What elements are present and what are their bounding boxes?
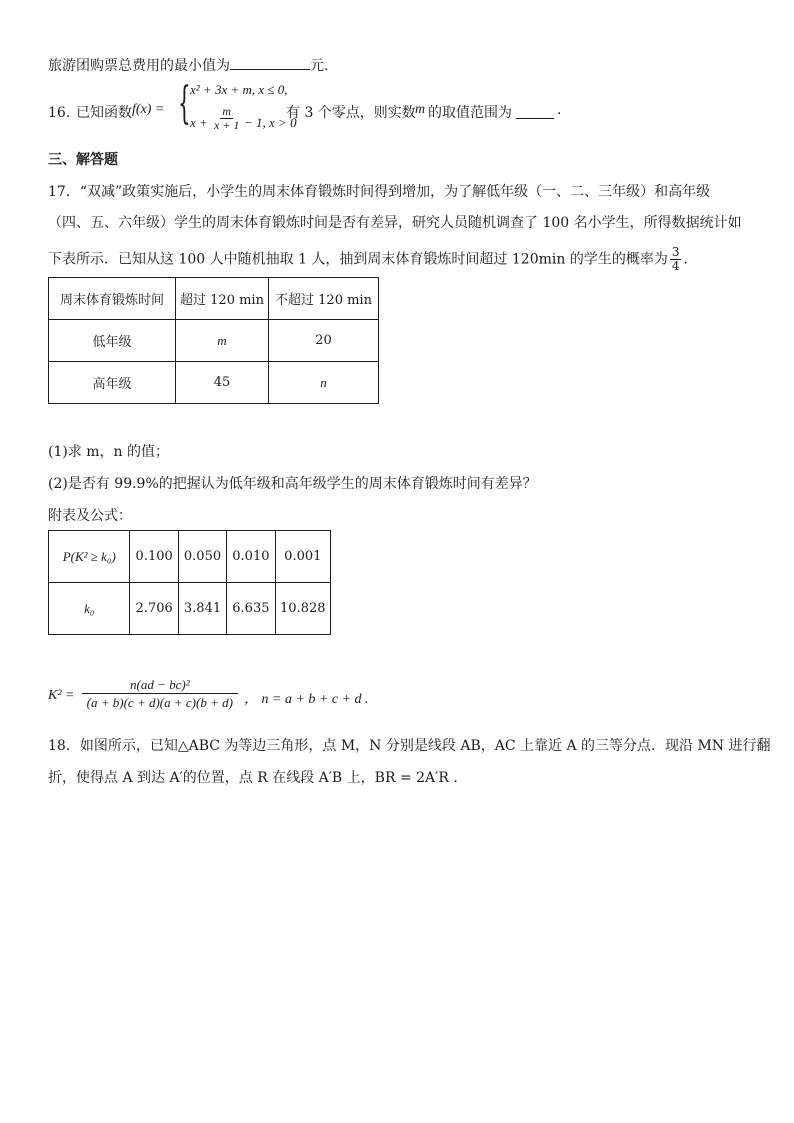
table-cell: 0.010 <box>227 531 275 583</box>
prev-question-text: 旅游团购票总费用的最小值为 <box>48 58 230 74</box>
table-cell: k₀ <box>49 583 130 635</box>
formula-den: (a + b)(c + d)(a + c)(b + d) <box>86 695 233 710</box>
table-row <box>49 583 331 635</box>
answer-blank <box>230 55 310 70</box>
piecewise-brace: { <box>178 78 191 129</box>
table-cell: 3.841 <box>178 583 226 635</box>
prob-den: 4 <box>671 259 680 273</box>
table-row <box>49 531 331 583</box>
table-cell: 0.001 <box>275 531 330 583</box>
q17-line1: 17．“双减”政策实施后，小学生的周末体育锻炼时间得到增加，为了解低年级（一、二、三年级）和高年级 <box>48 184 711 200</box>
table-cell: n <box>269 362 379 404</box>
q18-line1: 18．如图所示，已知△ABC 为等边三角形，点 M，N 分别是线段 AB，AC 上靠近 A 的三等分点．现沿 MN 进行翻 <box>48 738 771 754</box>
formula-fraction <box>80 676 240 711</box>
appendix-label: 附表及公式： <box>48 508 132 524</box>
q18-line2: 折，使得点 A 到达 A′的位置，点 R 在线段 A′B 上，BR = 2A′R . <box>48 770 458 786</box>
table-cell: 0.050 <box>178 531 226 583</box>
answer-blank <box>516 104 554 119</box>
table-cell: 2.706 <box>130 583 178 635</box>
table-header: 超过 120 min <box>176 278 269 320</box>
q16-text-end: 的取值范围为 <box>428 105 512 121</box>
q16-prefix: 已知函数 <box>76 105 132 121</box>
table-cell: P(K² ≥ k₀) <box>49 531 130 583</box>
formula-rest: ， n = a + b + c + d . <box>244 692 369 707</box>
q16-number: 16． <box>48 105 80 121</box>
prob-num: 3 <box>671 245 680 259</box>
table-cell: 低年级 <box>49 320 176 362</box>
table-cell: 高年级 <box>49 362 176 404</box>
table-cell: 20 <box>269 320 379 362</box>
q16-case1: x² + 3x + m, x ≤ 0, <box>190 82 288 97</box>
section-header: 三、解答题 <box>48 152 118 168</box>
table-header-row <box>49 278 379 320</box>
prob-period: . <box>683 251 688 268</box>
survey-table <box>48 277 379 404</box>
q16-case2-a: x + <box>190 115 208 130</box>
table-row <box>49 320 379 362</box>
formula-num: n(ad − bc)² <box>82 676 238 694</box>
q16-text-mid: 有 3 个零点，则实数 <box>286 105 416 121</box>
table-cell: 6.635 <box>227 583 275 635</box>
q17-line3-text: 下表所示．已知从这 100 人中随机抽取 1 人，抽到周末体育锻炼时间超过 120min 的学生的概率为 <box>48 251 668 268</box>
q16-case2-frac <box>210 105 243 132</box>
table-header: 不超过 120 min <box>269 278 379 320</box>
q16-case2-b: − 1, x > 0 <box>244 115 297 130</box>
q16-period: . <box>557 102 562 118</box>
q16-var-m: m <box>415 102 426 117</box>
q17-line3 <box>48 246 688 273</box>
critical-value-table <box>48 530 331 635</box>
q17-part2: (2)是否有 99.9%的把握认为低年级和高年级学生的周末体育锻炼时间有差异？ <box>48 476 537 492</box>
table-cell: 0.100 <box>130 531 178 583</box>
table-cell: m <box>176 320 269 362</box>
prev-question-unit: 元. <box>310 58 329 74</box>
probability-fraction <box>670 246 682 273</box>
q16-frac-den: x + 1 <box>214 118 240 132</box>
table-cell: 45 <box>176 362 269 404</box>
q16-frac-num: m <box>222 104 232 118</box>
formula-lhs: K² = <box>48 688 75 703</box>
table-row <box>49 362 379 404</box>
table-cell: 10.828 <box>275 583 330 635</box>
q17-line2: （四、五、六年级）学生的周末体育锻炼时间是否有差异，研究人员随机调查了 100 名小学生，所得数据统计如 <box>48 215 742 231</box>
prev-question-line <box>48 55 328 76</box>
q16-function-name: f(x) = <box>132 102 165 117</box>
table-header: 周末体育锻炼时间 <box>49 278 176 320</box>
q17-part1: (1)求 m，n 的值； <box>48 444 170 460</box>
